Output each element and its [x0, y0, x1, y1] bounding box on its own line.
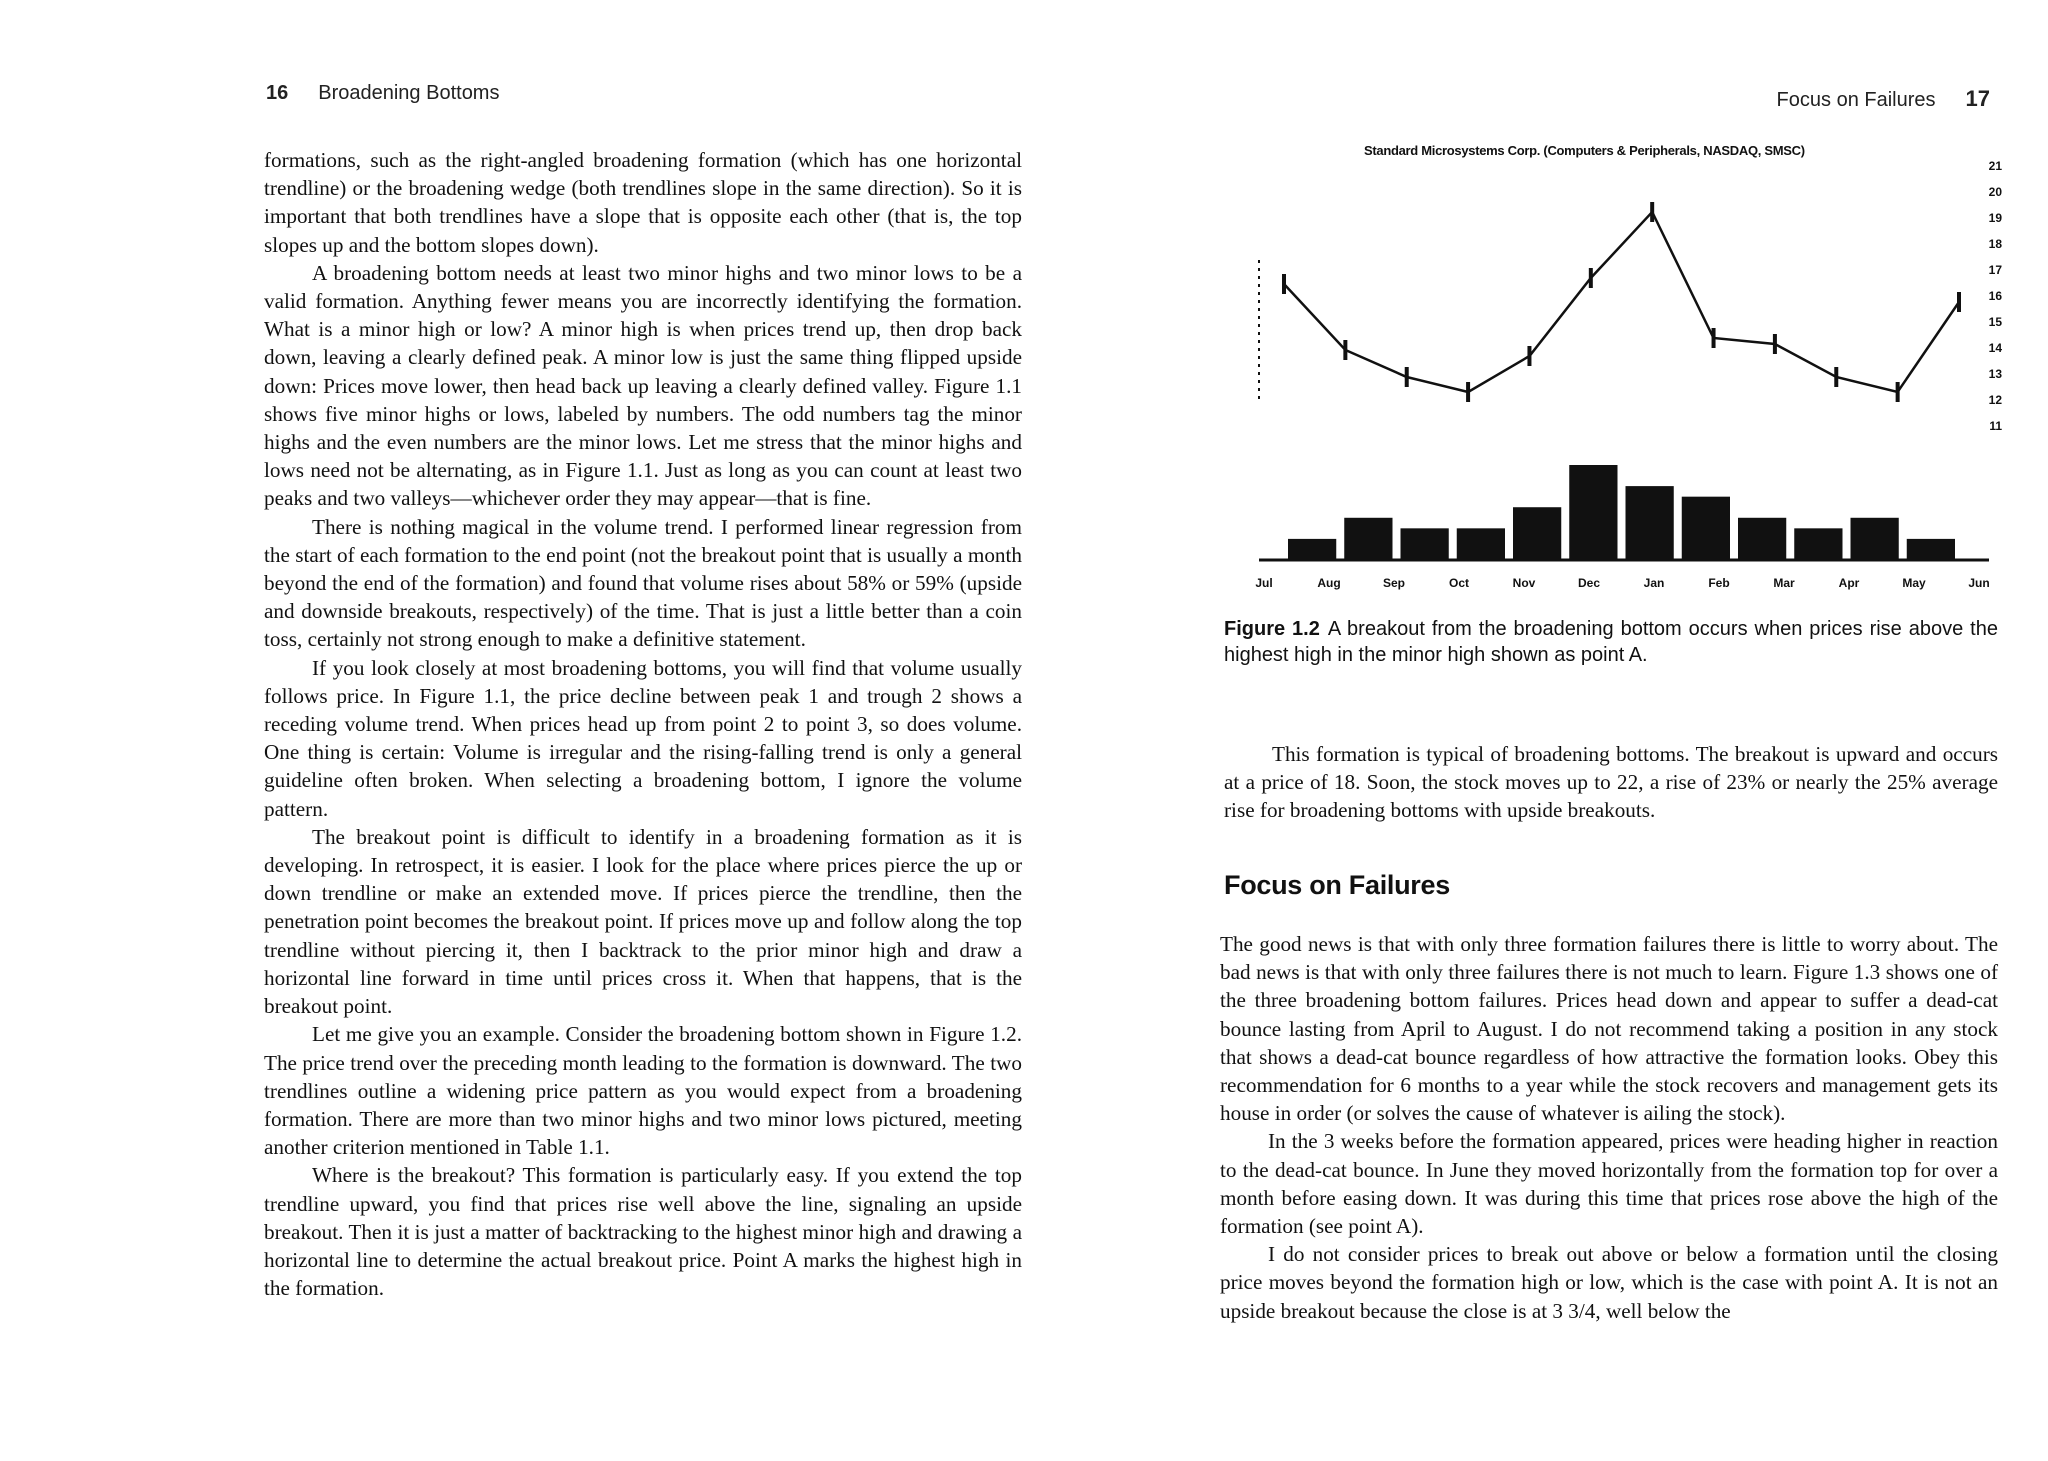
volume-bar: [1401, 528, 1449, 560]
volume-bar: [1626, 486, 1674, 560]
price-point: [1343, 340, 1347, 360]
left-page-number: 16: [266, 82, 289, 104]
month-tick-label: May: [1902, 576, 1926, 590]
month-tick-label: Dec: [1577, 576, 1601, 590]
right-paragraph-2: In the 3 weeks before the formation appeared, prices were heading higher in reaction to the dead-cat bounce. In June they moved horizontally from the formation top for over a month before easing down. It was during this time that prices rose above the high of the formation (see point A).: [1220, 1129, 1998, 1239]
volume-bar: [1344, 518, 1392, 560]
left-paragraph-2: A broadening bottom needs at least two minor highs and two minor lows to be a valid formation. Anything fewer means you are incorrectly identifying the formation. What is a minor high or low? A minor high is when prices trend up, then drop back down, leaving a clearly defined peak. A minor low is just the same thing flipped upside down: Prices move lower, then head back up leaving a clearly defined valley. Figure 1.1 shows five minor highs or lows, labeled by numbers. The odd numbers tag the minor highs and the even numbers are the minor lows. Let me stress that the minor highs and lows need not be alternating, as in Figure 1.1. Just as long as you can count at least two peaks and two valleys—whichever order they may appear—that is fine.: [264, 260, 1022, 511]
right-paragraph-after-figure: This formation is typical of broadening bottoms. The breakout is upward and occurs at a price of 18. Soon, the stock moves up to 22, a rise of 23% or nearly the 25% average rise for broadening bottoms with upside breakouts.: [1224, 742, 1998, 823]
month-tick-label: Jan: [1643, 576, 1665, 590]
price-tick-label: 13: [1988, 367, 2002, 381]
left-body-text: [264, 146, 1022, 1302]
left-paragraph-5: The breakout point is difficult to identify in a broadening formation as it is developing. In retrospect, it is easier. I look for the place where prices pierce the up or down trendline or make an extended move. If prices pierce the trendline, then the penetration point becomes the breakout point. If prices move up and follow along the top trendline without piercing it, then I backtrack to the prior minor high and draw a horizontal line forward in time until prices cross it. When that happens, that is the breakout point.: [264, 824, 1022, 1019]
volume-bar: [1569, 465, 1617, 560]
price-point: [1527, 346, 1531, 366]
right-paragraph-3: I do not consider prices to break out above or below a formation until the closing price moves beyond the formation high or low, which is the case with point A. It is not an upside breakout because the close is at 3 3/4, well below the: [1220, 1242, 1998, 1323]
price-tick-label: 17: [1988, 263, 2002, 277]
figure-1-2-chart: [1224, 140, 2014, 595]
price-point: [1773, 334, 1777, 354]
left-paragraph-4: If you look closely at most broadening bottoms, you will find that volume usually follows price. In Figure 1.1, the price decline between peak 1 and trough 2 shows a receding volume trend. When prices head up from point 2 to point 3, so does volume. One thing is certain: Volume is irregular and the rising-falling trend is only a general guideline often broken. When selecting a broadening bottom, I ignore the volume pattern.: [264, 655, 1022, 821]
volume-bar: [1457, 528, 1505, 560]
price-line: [1284, 212, 1959, 392]
volume-bar: [1907, 539, 1955, 560]
right-intro-text: [1224, 740, 1998, 825]
volume-bar: [1513, 507, 1561, 560]
price-tick-label: 16: [1988, 289, 2002, 303]
month-tick-label: Sep: [1382, 576, 1406, 590]
left-running-head: Broadening Bottoms: [318, 82, 500, 104]
price-tick-label: 19: [1988, 211, 2002, 225]
month-tick-label: Aug: [1317, 576, 1341, 590]
left-paragraph-6: Let me give you an example. Consider the broadening bottom shown in Figure 1.2. The price trend over the preceding month leading to the formation is downward. The two trendlines outline a widening price pattern as you would expect from a broadening formation. There are more than two minor highs and two minor lows pictured, meeting another criterion mentioned in Table 1.1.: [264, 1022, 1022, 1160]
volume-bar: [1851, 518, 1899, 560]
right-body-text: [1220, 930, 1998, 1325]
price-tick-label: 12: [1988, 393, 2002, 407]
left-paragraph-3: There is nothing magical in the volume trend. I performed linear regression from the start of each formation to the end point (not the breakout point that is usually a month beyond the end of the formation) and found that volume rises about 58% or 59% (upside and downside breakouts, respectively) of the time. That is just a little better than a coin toss, certainly not strong enough to make a definitive statement.: [264, 514, 1022, 652]
price-point: [1589, 268, 1593, 288]
volume-bar: [1794, 528, 1842, 560]
price-point: [1282, 274, 1286, 294]
month-tick-label: Mar: [1773, 576, 1795, 590]
price-point: [1405, 367, 1409, 387]
month-tick-label: Jul: [1255, 576, 1273, 590]
month-tick-label: Jun: [1968, 576, 1990, 590]
month-tick-label: Feb: [1708, 576, 1730, 590]
volume-bar: [1288, 539, 1336, 560]
figure-caption-label: Figure 1.2: [1224, 618, 1320, 640]
right-paragraph-1: The good news is that with only three formation failures there is little to worry about. The bad news is that with only three failures there is not much to learn. Figure 1.3 shows one of the three broadening bottom failures. Prices head down and appear to suffer a dead-cat bounce lasting from April to August. I do not recommend taking a position in any stock that shows a dead-cat bounce regardless of how attractive the formation looks. Obey this recommendation for 6 months to a year while the stock recovers and management gets its house in order (or solves the cause of whatever is ailing the stock).: [1220, 932, 1998, 1126]
figure-title: Standard Microsystems Corp. (Computers & Peripherals, NASDAQ, SMSC): [1364, 143, 1805, 158]
price-tick-label: 18: [1988, 237, 2002, 251]
month-tick-label: Oct: [1448, 576, 1470, 590]
section-heading: Focus on Failures: [1224, 870, 1450, 900]
price-tick-label: 14: [1988, 341, 2002, 355]
left-paragraph-1: formations, such as the right-angled broadening formation (which has one horizontal trendline) or the broadening wedge (both trendlines slope in the same direction). So it is important that both trendlines have a slope that is opposite each other (that is, the top slopes up and the bottom slopes down).: [264, 148, 1022, 257]
left-running-header: [266, 82, 499, 105]
price-point: [1466, 382, 1470, 402]
price-point: [1712, 328, 1716, 348]
figure-caption: [1224, 616, 1998, 668]
price-tick-label: 20: [1988, 185, 2002, 199]
price-point: [1650, 202, 1654, 222]
month-tick-label: Nov: [1512, 576, 1536, 590]
price-point: [1957, 292, 1961, 312]
price-tick-label: 15: [1988, 315, 2002, 329]
price-point: [1896, 382, 1900, 402]
price-point: [1834, 367, 1838, 387]
volume-bar: [1738, 518, 1786, 560]
right-page: [1024, 0, 2048, 1461]
right-page-number: 17: [1965, 86, 1990, 111]
price-tick-label: 11: [1989, 419, 2002, 433]
right-running-header: [1777, 86, 1990, 112]
figure-caption-text: A breakout from the broadening bottom occurs when prices rise above the highest high in the minor high shown as point A.: [1224, 618, 1998, 666]
volume-bar: [1682, 497, 1730, 560]
right-running-head: Focus on Failures: [1776, 89, 1936, 111]
price-tick-label: 21: [1988, 159, 2002, 173]
month-tick-label: Apr: [1838, 576, 1860, 590]
left-paragraph-7: Where is the breakout? This formation is particularly easy. If you extend the top trendline upward, you find that prices rise well above the line, signaling an upside breakout. Then it is just a matter of backtracking to the highest minor high and drawing a horizontal line to determine the actual breakout price. Point A marks the highest high in the formation.: [264, 1163, 1022, 1301]
